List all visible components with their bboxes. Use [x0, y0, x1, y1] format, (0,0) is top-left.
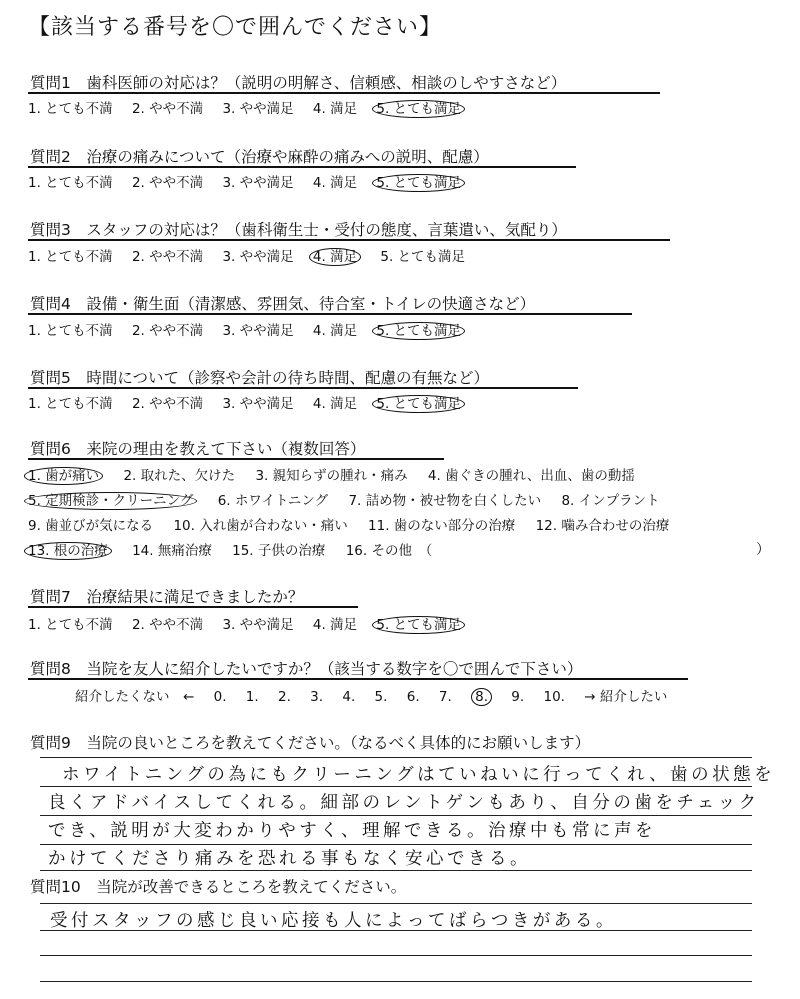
q8-scale-8-selected[interactable]: 8. [471, 688, 492, 706]
q9-answer-line-3[interactable]: でき、説明が大変わかりやすく、理解できる。治療中も常に声を [48, 821, 656, 841]
question-9-title: 質問9 当院の良いところを教えてください。（なるべく具体的にお願いします） [30, 734, 591, 752]
question-3-title: 質問3 スタッフの対応は？（歯科衛生士・受付の態度、言葉遣い、気配り） [30, 221, 567, 239]
q9-ruled-line [40, 870, 752, 871]
question-8-title: 質問8 当院を友人に紹介したいですか？（該当する数字を〇で囲んで下さい） [30, 660, 583, 678]
q6-item-16-other[interactable]: 16. その他 （ [345, 543, 433, 559]
q6-item-11[interactable]: 11. 歯のない部分の治療 [368, 518, 516, 534]
q2-option-1[interactable]: 1. とても不満 [28, 175, 113, 191]
q6-item-6[interactable]: 6. ホワイトニング [217, 493, 329, 509]
q6-item-14[interactable]: 14. 無痛治療 [132, 543, 212, 559]
q5-option-2[interactable]: 2. やや不満 [131, 396, 204, 412]
q8-scale-5[interactable]: 5. [374, 689, 388, 705]
q6-item-13-selected[interactable] [28, 542, 112, 560]
selection-circle: 5. 定期検診・クリーニング [24, 492, 197, 510]
q1-option-2[interactable]: 2. やや不満 [131, 101, 204, 117]
q7-option-5-selected[interactable] [376, 616, 465, 634]
q9-answer-line-2[interactable]: 良くアドバイスしてくれる。細部のレントゲンもあり、自分の歯をチェック [48, 793, 760, 813]
selection-circle: 5. とても満足 [372, 616, 465, 634]
q6-item-2[interactable]: 2. 取れた、欠けた [123, 468, 236, 484]
question-6-underline [28, 458, 444, 460]
q4-option-5-selected[interactable] [376, 322, 465, 340]
question-4-underline [28, 313, 632, 315]
selection-circle: 4. 満足 [309, 248, 361, 266]
q4-option-2[interactable]: 2. やや不満 [131, 323, 204, 339]
q8-scale-left-label: 紹介したくない ← [75, 689, 195, 705]
question-5-title: 質問5 時間について（診察や会計の待ち時間、配慮の有無など） [30, 369, 490, 387]
selection-circle: 5. とても満足 [372, 174, 465, 192]
q7-option-3[interactable]: 3. やや満足 [222, 617, 294, 633]
q8-scale-3[interactable]: 3. [310, 689, 324, 705]
q8-scale [75, 685, 682, 706]
q6-item-12[interactable]: 12. 噛み合わせの治療 [535, 518, 670, 534]
question-1-title: 質問1 歯科医師の対応は？（説明の明解さ、信頼感、相談のしやすさなど） [30, 74, 567, 92]
q8-scale-7[interactable]: 7. [438, 689, 452, 705]
question-7-underline [28, 606, 358, 608]
q8-scale-6[interactable]: 6. [406, 689, 420, 705]
q8-scale-10[interactable]: 10. [543, 689, 565, 705]
q6-item-1-selected[interactable] [28, 467, 103, 485]
q6-item-10[interactable]: 10. 入れ歯が合わない・痛い [173, 518, 348, 534]
question-7-title: 質問7 治療結果に満足できましたか？ [30, 588, 304, 606]
q6-item-7[interactable]: 7. 詰め物・被せ物を白くしたい [348, 493, 542, 509]
q9-answer-line-4[interactable]: かけてくださり痛みを恐れる事もなく安心できる。 [48, 849, 531, 869]
q3-option-5[interactable]: 5. とても満足 [380, 249, 466, 265]
selection-circle: 13. 根の治療 [24, 542, 112, 560]
q6-row-4 [28, 539, 448, 560]
q6-item-9[interactable]: 9. 歯並びが気になる [28, 518, 154, 534]
q9-ruled-line [40, 815, 752, 816]
q4-option-4[interactable]: 4. 満足 [312, 323, 358, 339]
q10-answer-line-1[interactable]: 受付スタッフの感じ良い応接も人によってばらつきがある。 [50, 911, 617, 931]
other-paren-close: ） [756, 542, 770, 558]
question-4-title: 質問4 設備・衛生面（清潔感、雰囲気、待合室・トイレの快適さなど） [30, 295, 536, 313]
q1-option-3[interactable]: 3. やや満足 [222, 101, 294, 117]
q2-option-5-selected[interactable] [376, 174, 465, 192]
q7-option-2[interactable]: 2. やや不満 [131, 617, 204, 633]
q4-option-1[interactable]: 1. とても不満 [28, 323, 113, 339]
q3-option-3[interactable]: 3. やや満足 [222, 249, 294, 265]
q7-option-4[interactable]: 4. 満足 [312, 617, 358, 633]
q3-option-4-selected[interactable] [313, 248, 361, 266]
q10-ruled-line [40, 955, 752, 956]
q8-scale-9[interactable]: 9. [511, 689, 525, 705]
q10-ruled-line [40, 981, 752, 982]
selection-circle: 5. とても満足 [372, 100, 465, 118]
q6-item-8[interactable]: 8. インプラント [561, 493, 660, 509]
q4-option-3[interactable]: 3. やや満足 [222, 323, 294, 339]
q8-scale-0[interactable]: 0. [213, 689, 227, 705]
question-5-options [28, 392, 480, 413]
question-3-options [28, 245, 480, 266]
q2-option-3[interactable]: 3. やや満足 [222, 175, 294, 191]
q8-scale-4[interactable]: 4. [342, 689, 356, 705]
q10-ruled-line [40, 903, 752, 904]
q6-item-5-selected[interactable] [28, 492, 197, 510]
selection-circle: 1. 歯が痛い [24, 467, 103, 485]
q6-row-1 [28, 464, 651, 485]
question-5-underline [28, 387, 578, 389]
q3-option-1[interactable]: 1. とても不満 [28, 249, 113, 265]
q5-option-3[interactable]: 3. やや満足 [222, 396, 294, 412]
q6-item-15[interactable]: 15. 子供の治療 [232, 543, 326, 559]
question-2-underline [28, 166, 576, 168]
q8-scale-1[interactable]: 1. [245, 689, 259, 705]
q9-ruled-line [40, 757, 752, 758]
q7-option-1[interactable]: 1. とても不満 [28, 617, 113, 633]
q8-scale-2[interactable]: 2. [277, 689, 291, 705]
q5-option-5-selected[interactable] [376, 395, 465, 413]
q8-scale-right-label: → 紹介したい [584, 689, 668, 705]
question-2-options [28, 171, 480, 192]
q1-option-5-selected[interactable] [376, 100, 465, 118]
question-6-title: 質問6 来院の理由を教えて下さい（複数回答） [30, 440, 366, 458]
question-1-options [28, 97, 480, 118]
selection-circle: 5. とても満足 [372, 395, 465, 413]
question-2-title: 質問2 治療の痛みについて（治療や麻酔の痛みへの説明、配慮） [30, 148, 489, 166]
question-4-options [28, 319, 480, 340]
question-8-underline [28, 678, 688, 680]
q1-option-1[interactable]: 1. とても不満 [28, 101, 113, 117]
q6-item-4[interactable]: 4. 歯ぐきの腫れ、出血、歯の動揺 [427, 468, 635, 484]
q9-ruled-line [40, 786, 752, 787]
question-7-options [28, 613, 480, 634]
q6-row-3 [28, 514, 685, 534]
form-header: 【該当する番号を〇で囲んでください】 [28, 15, 443, 40]
q1-option-4[interactable]: 4. 満足 [312, 101, 358, 117]
q9-answer-line-1[interactable]: ホワイトニングの為にもクリーニングはていねいに行ってくれ、歯の状態を [62, 765, 776, 785]
q2-option-4[interactable]: 4. 満足 [312, 175, 358, 191]
q2-option-2[interactable]: 2. やや不満 [131, 175, 204, 191]
question-3-underline [28, 239, 670, 241]
selection-circle: 5. とても満足 [372, 322, 465, 340]
q5-option-4[interactable]: 4. 満足 [312, 396, 358, 412]
question-10-title: 質問10 当院が改善できるところを教えてください。 [30, 878, 407, 896]
q6-item-3[interactable]: 3. 親知らずの腫れ・痛み [255, 468, 408, 484]
q5-option-1[interactable]: 1. とても不満 [28, 396, 113, 412]
q3-option-2[interactable]: 2. やや不満 [131, 249, 204, 265]
question-1-underline [28, 92, 660, 94]
q6-row-2 [28, 489, 676, 510]
